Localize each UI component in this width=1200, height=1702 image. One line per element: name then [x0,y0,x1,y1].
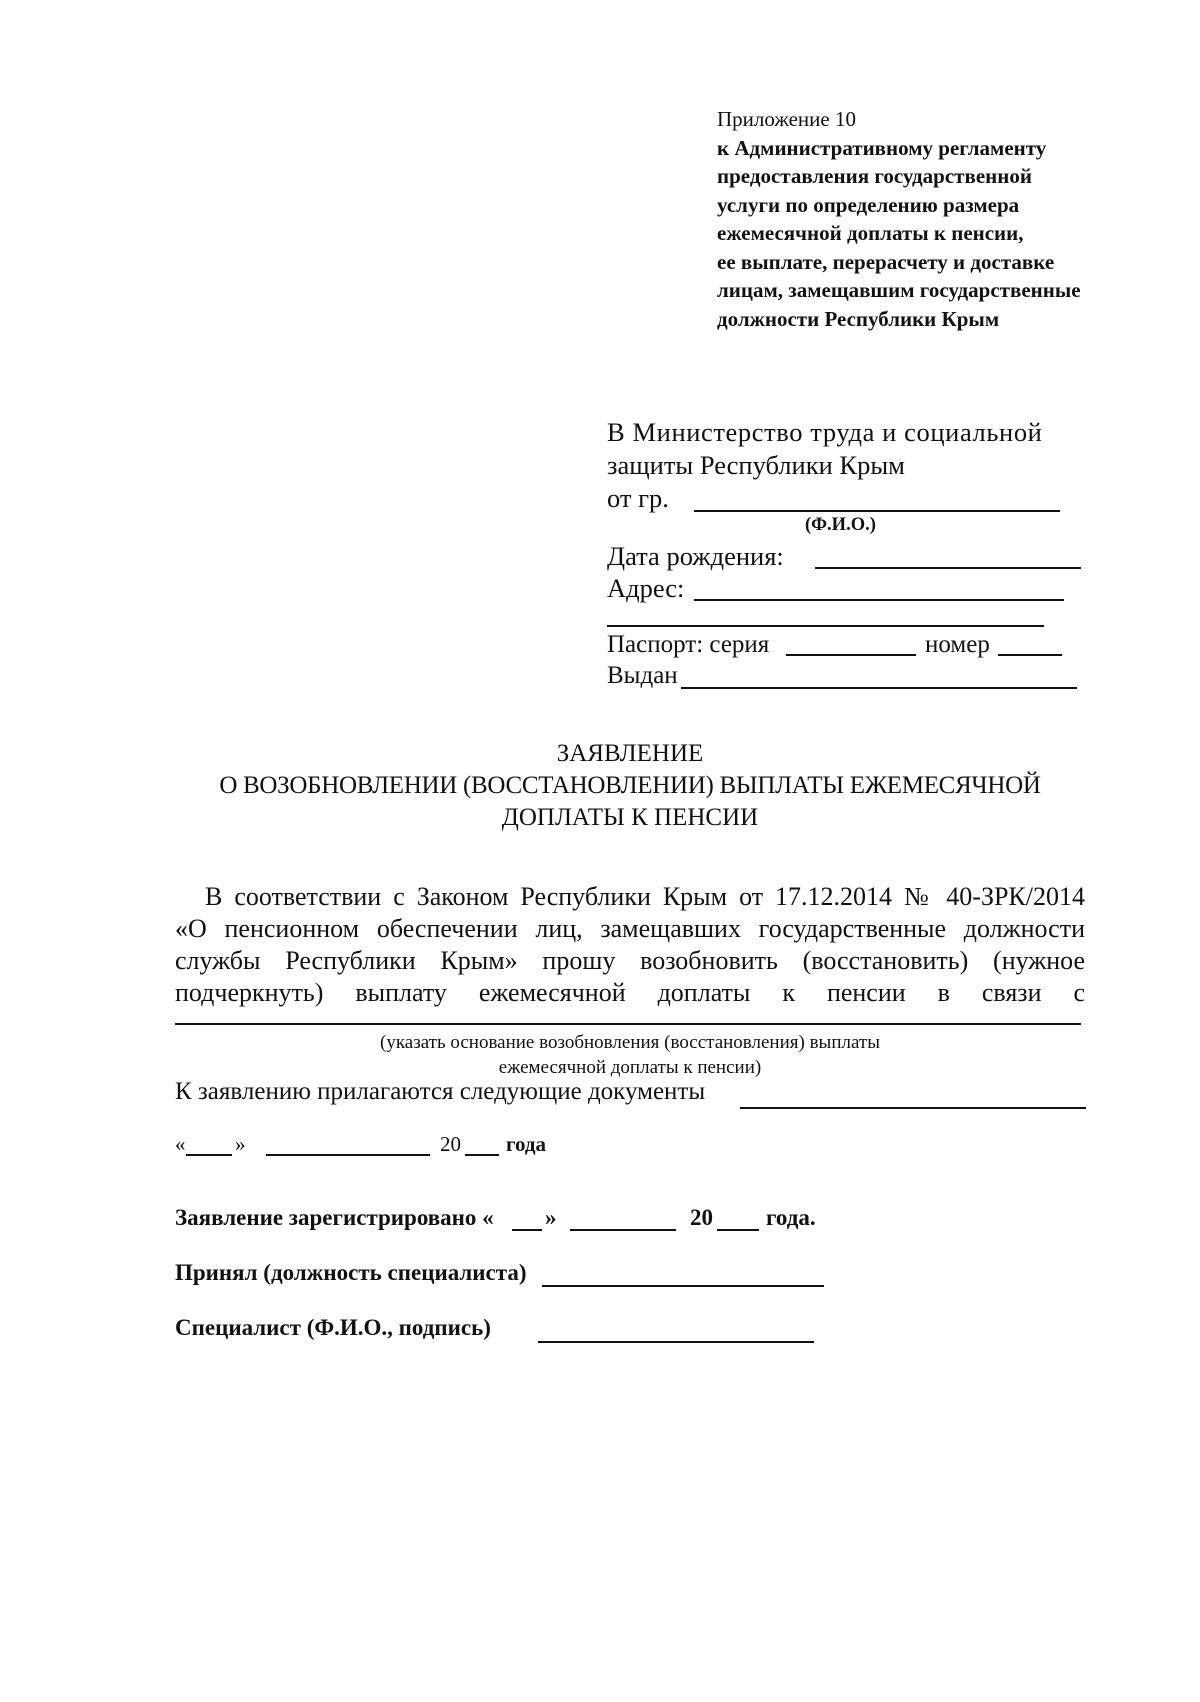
reason-field-line[interactable] [175,1023,1081,1025]
date-month-field-line[interactable] [266,1154,430,1156]
appendix-line: ее выплате, перерасчету и доставке [717,249,1055,274]
appendix-line: к Административному регламенту [717,135,1047,160]
appendix-line: лицам, замещавшим государственные [717,278,1081,302]
body-line: «О пенсионном обеспечении лиц, замещавших государственные должности [175,914,1085,943]
body-line: службы Республики Крым» прошу возобновить (восстановить) (нужное [175,946,1085,975]
specialist-label: Специалист (Ф.И.О., подпись) [175,1315,491,1340]
document-subtitle-line-1: О ВОЗОБНОВЛЕНИИ (ВОССТАНОВЛЕНИИ) ВЫПЛАТЫ ЕЖЕМЕСЯЧНОЙ [219,772,1041,799]
accepted-field-line[interactable] [542,1285,824,1287]
date-year-suffix: года [506,1132,547,1156]
date-year-field-line[interactable] [465,1154,499,1156]
appendix-line: должности Республики Крым [717,306,1000,331]
attachments-field-line[interactable] [740,1107,1086,1109]
birth-date-field-line[interactable] [815,567,1081,569]
date-year-prefix: 20 [440,1132,461,1156]
address-field-line-2[interactable] [607,625,1044,627]
accepted-label: Принял (должность специалиста) [175,1260,527,1285]
passport-number-label: номер [925,631,990,658]
registered-day-field-line[interactable] [512,1229,542,1231]
addressee-line-2: защиты Республики Крым [607,450,905,480]
address-label: Адрес: [607,573,685,603]
reason-caption-line-2: ежемесячной доплаты к пенсии) [498,1057,762,1078]
passport-number-field-line[interactable] [998,654,1062,656]
registered-month-field-line[interactable] [570,1229,676,1231]
address-field-line[interactable] [694,599,1064,601]
from-label: от гр. [607,483,669,513]
appendix-line: Приложение 10 [717,107,856,131]
passport-series-label: Паспорт: серия [607,631,770,658]
fio-caption: (Ф.И.О.) [805,515,876,535]
registered-year-prefix: 20 [690,1205,713,1230]
birth-date-label: Дата рождения: [607,541,784,571]
addressee-line-1: В Министерство труда и социальной [607,417,1043,447]
date-day-field-line[interactable] [186,1154,232,1156]
appendix-block [717,105,1081,333]
reason-caption-line-1: (указать основание возобновления (восстановления) выплаты [380,1032,880,1053]
appendix-line: предоставления государственной [717,164,1032,188]
date-close-quote: » [235,1132,246,1156]
passport-series-field-line[interactable] [786,654,916,656]
issued-label: Выдан [607,662,678,689]
appendix-line: услуги по определению размера [717,192,1020,217]
registered-close-quote: » [545,1205,557,1230]
date-open-quote: « [175,1132,186,1156]
specialist-field-line[interactable] [538,1341,814,1343]
body-line: подчеркнуть) выплату ежемесячной доплаты к пенсии в связи с [175,978,1085,1007]
registered-year-suffix: года. [766,1205,816,1230]
registered-year-field-line[interactable] [717,1229,759,1231]
appendix-line: ежемесячной доплаты к пенсии, [717,221,1024,245]
document-title: ЗАЯВЛЕНИЕ [556,740,704,767]
registered-label: Заявление зарегистрировано « [175,1205,494,1230]
document-subtitle-line-2: ДОПЛАТЫ К ПЕНСИИ [501,804,759,831]
issued-field-line[interactable] [681,687,1077,689]
body-line: В соответствии с Законом Республики Крым от 17.12.2014 № 40-ЗРК/2014 [205,882,1085,911]
fio-field-line[interactable] [694,510,1060,512]
attachments-label: К заявлению прилагаются следующие документы [175,1078,706,1105]
body-paragraph [175,881,1085,1009]
